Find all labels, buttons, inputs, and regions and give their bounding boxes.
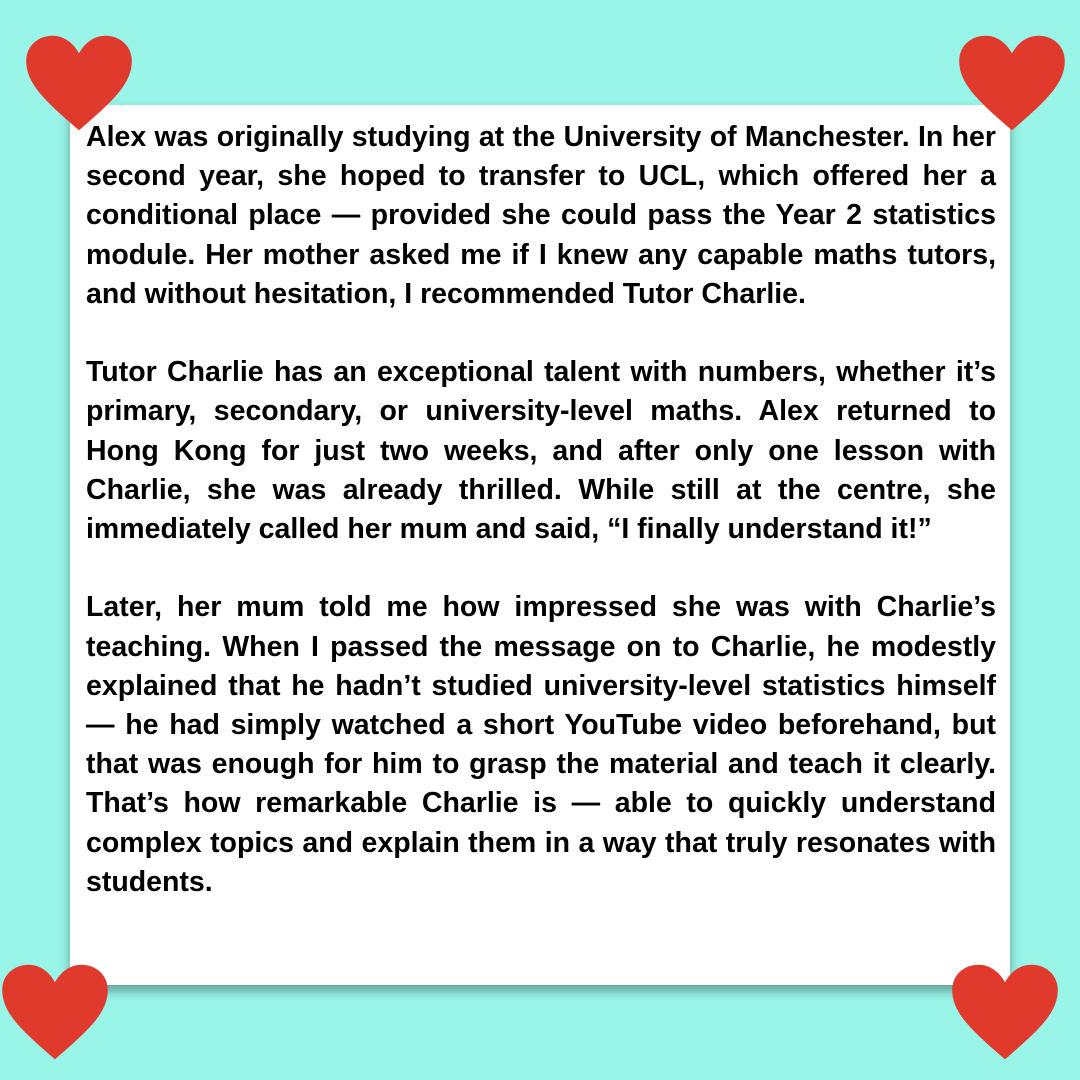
heart-icon <box>950 962 1060 1062</box>
testimonial-text <box>86 118 996 902</box>
heart-icon <box>24 33 134 133</box>
heart-icon <box>957 33 1067 133</box>
heart-icon <box>0 962 110 1062</box>
paragraph-2: Tutor Charlie has an exceptional talent with numbers, whether it’s primary, secondary, or university-level maths. Alex returned to Hong Kong for just two weeks, and after only one lesson with Charlie, she was already thrilled. While still at the centre, she immediately called her mum and said, “I finally understand it!” <box>86 356 996 546</box>
paragraph-1: Alex was originally studying at the University of Manchester. In her second year, she hoped to transfer to UCL, which offered her a conditional place — provided she could pass the Year 2 statistics module. Her mother asked me if I knew any capable maths tutors, and without hesitation, I recommended Tutor Charlie. <box>86 121 996 310</box>
paragraph-3: Later, her mum told me how impressed she was with Charlie’s teaching. When I passed the message on to Charlie, he modestly explained that he hadn’t studied university-level statistics himself — he had simply watched a short YouTube video beforehand, but that was enough for him to grasp the material and teach it clearly. That’s how remarkable Charlie is — able to quickly understand complex topics and explain them in a way that truly resonates with students. <box>86 591 996 898</box>
